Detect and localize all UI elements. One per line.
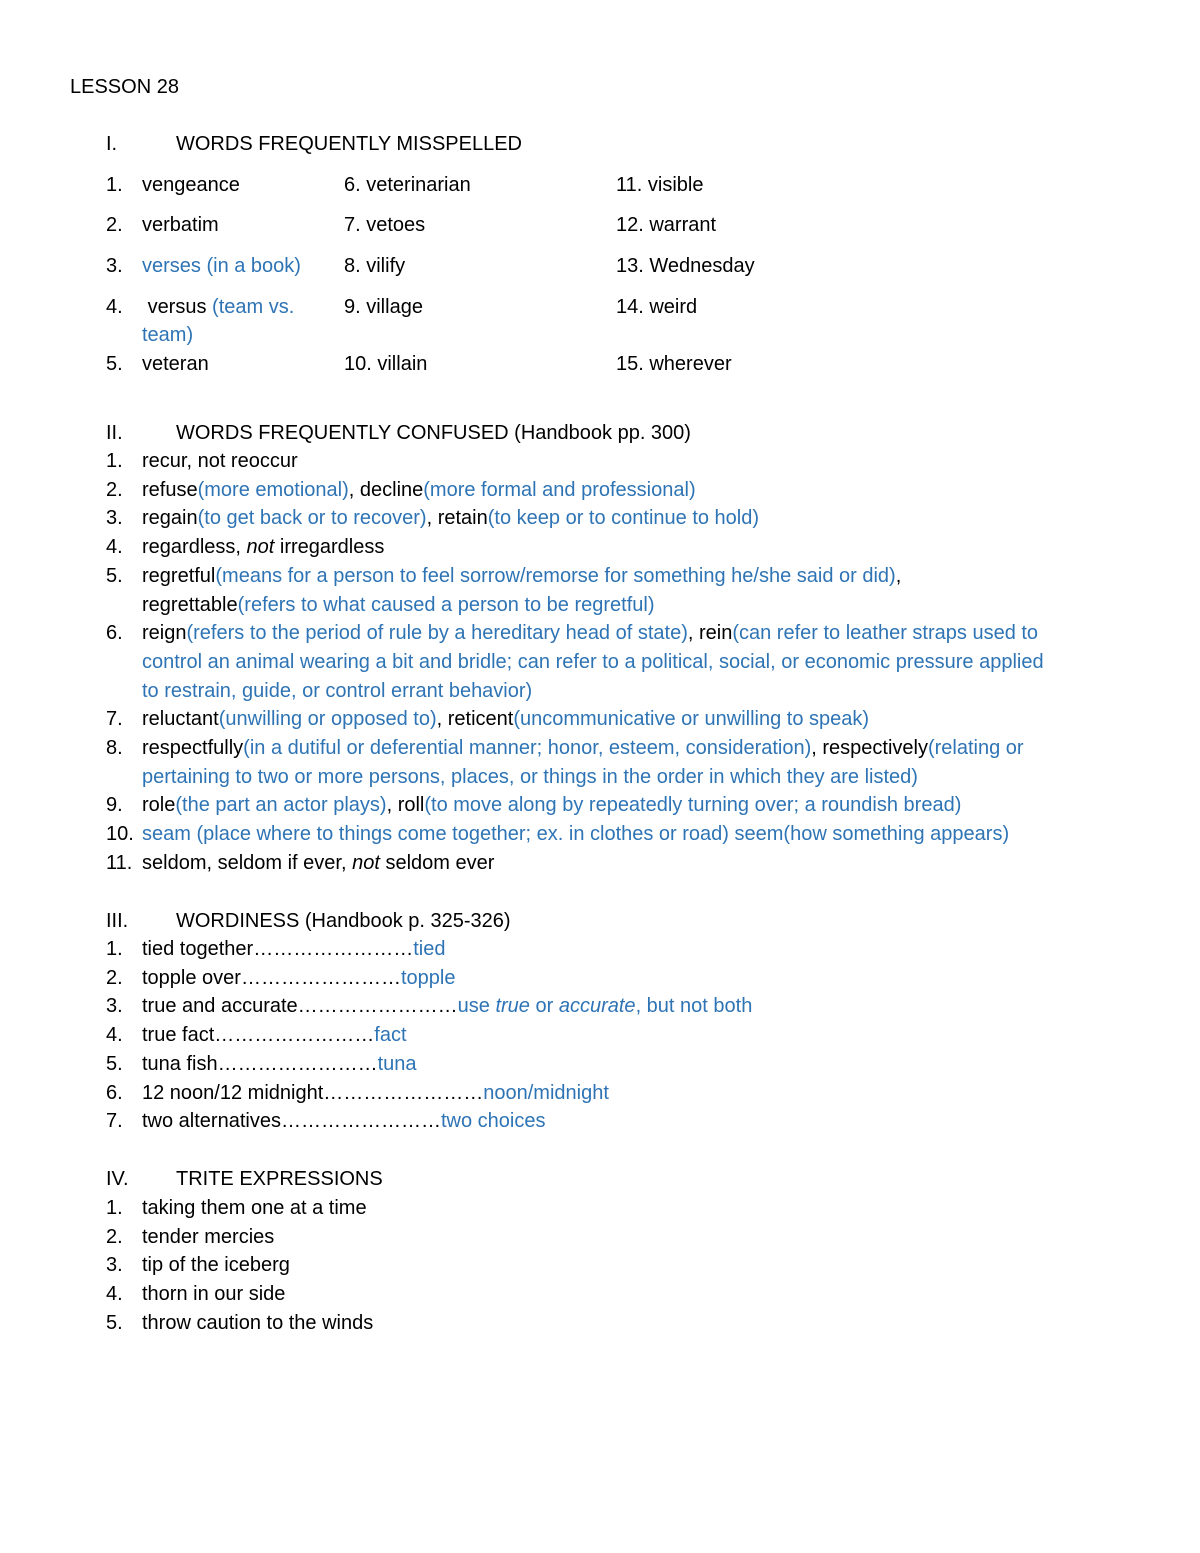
term-text: refuse <box>142 478 198 501</box>
definition-text: control an animal wearing a bit and bridle; can refer to a political, social, or economic pressure applied <box>142 650 1044 673</box>
term-text: seldom ever <box>379 851 495 874</box>
section-heading-trite <box>106 1166 383 1192</box>
item-word: versus <box>142 296 213 318</box>
item-number: 1. <box>106 938 123 960</box>
list-item <box>106 935 1146 964</box>
list-item <box>106 1021 1146 1050</box>
term-text: regain <box>142 507 198 530</box>
definition-text: (to move along by repeatedly turning over; a roundish bread) <box>424 794 962 817</box>
item-number: 6. <box>106 622 123 645</box>
section-numeral: II. <box>106 422 123 444</box>
definition-text: fact <box>374 1024 407 1047</box>
item-text <box>142 533 1146 562</box>
term-text: topple over…………………… <box>142 966 401 989</box>
misspelled-item: 12. warrant <box>616 214 717 236</box>
item-text <box>142 1050 1146 1079</box>
term-text: not <box>352 851 380 874</box>
misspelled-item: 11. visible <box>616 174 704 196</box>
item-number: 5. <box>106 1311 123 1334</box>
item-word: vengeance <box>142 174 240 196</box>
misspelled-item: 15. wherever <box>616 353 732 375</box>
item-number: 2. <box>106 1225 123 1248</box>
misspelled-item: 6. veterinarian <box>344 174 471 196</box>
item-number: 7. <box>106 1110 123 1133</box>
list-item <box>106 734 1146 791</box>
item-number: 3. <box>106 1254 123 1277</box>
definition-text: (can refer to leather straps used to <box>732 622 1039 645</box>
item-number: 6. <box>106 1081 123 1104</box>
item-text <box>142 1107 1146 1136</box>
term-text: , <box>895 564 902 587</box>
item-number: 8. <box>106 737 123 760</box>
definition-text: tuna <box>377 1052 417 1075</box>
item-text <box>142 849 1146 878</box>
term-text: , roll <box>386 794 425 817</box>
section-numeral: I. <box>106 133 118 155</box>
term-text: reign <box>142 622 187 645</box>
definition-text: pertaining to two or more persons, places, or things in the order in which they are listed) <box>142 765 918 788</box>
term-text: regardless, <box>142 536 247 559</box>
list-item <box>106 476 1146 505</box>
term-text: seldom, seldom if ever, <box>142 851 353 874</box>
definition-text: (more emotional) <box>197 478 349 501</box>
item-number: 2. <box>106 214 123 236</box>
item-text <box>142 619 1146 705</box>
misspelled-item <box>106 252 301 280</box>
term-text: , rein <box>687 622 733 645</box>
term-text: recur, not reoccur <box>142 450 298 472</box>
item-number: 4. <box>106 536 123 559</box>
section-title: WORDS FREQUENTLY CONFUSED (Handbook pp. 300) <box>176 422 691 444</box>
item-number: 9. <box>106 794 123 817</box>
term-text: , reticent <box>436 708 514 731</box>
term-text: role <box>142 794 176 817</box>
definition-text: use <box>457 995 496 1018</box>
item-text: thorn in our side <box>142 1283 286 1306</box>
item-number: 1. <box>106 1197 123 1219</box>
term-text: two alternatives…………………… <box>142 1110 441 1133</box>
item-number: 3. <box>106 507 123 530</box>
section-heading-confused <box>106 420 691 446</box>
term-text: not <box>246 536 275 559</box>
section-numeral: III. <box>106 910 129 932</box>
item-number: 7. <box>106 708 123 731</box>
misspelled-item: 10. villain <box>344 353 428 375</box>
term-text: 12 noon/12 midnight…………………… <box>142 1081 484 1104</box>
definition-text: (to keep or to continue to hold) <box>487 507 760 530</box>
term-text: , decline <box>348 478 424 501</box>
item-text <box>142 935 1146 964</box>
term-text: , retain <box>426 507 488 530</box>
misspelled-item <box>106 211 219 239</box>
item-text <box>142 992 1146 1021</box>
misspelled-item <box>106 350 209 378</box>
item-text <box>142 476 1146 505</box>
section-heading-misspelled <box>106 131 522 157</box>
item-number: 3. <box>106 255 123 277</box>
item-text <box>142 820 1146 849</box>
list-item <box>106 1107 1146 1136</box>
list-item <box>106 562 1146 619</box>
item-text <box>142 1021 1146 1050</box>
misspelled-item: 8. vilify <box>344 255 406 277</box>
item-number: 1. <box>106 174 123 196</box>
item-number: 5. <box>106 1052 123 1075</box>
misspelled-item: 7. vetoes <box>344 214 426 236</box>
definition-text: (unwilling or opposed to) <box>218 708 437 731</box>
section-title: TRITE EXPRESSIONS <box>176 1168 383 1190</box>
list-item <box>106 964 1146 993</box>
item-number: 5. <box>106 353 123 375</box>
item-number: 11. <box>106 851 133 874</box>
section-heading-wordiness <box>106 908 511 934</box>
item-text <box>142 504 1146 533</box>
list-item <box>106 820 1146 849</box>
item-number: 4. <box>106 1024 123 1047</box>
misspelled-item: 13. Wednesday <box>616 255 755 277</box>
list-item <box>106 533 1146 562</box>
item-text <box>142 1079 1146 1108</box>
misspelled-item <box>106 293 332 349</box>
lesson-title: LESSON 28 <box>70 76 179 98</box>
list-item <box>106 849 1146 878</box>
list-item <box>106 1280 1146 1309</box>
misspelled-item: 9. village <box>344 296 423 318</box>
item-note: (team vs. team) <box>142 296 300 346</box>
term-text: true fact…………………… <box>142 1024 375 1047</box>
list-item <box>106 705 1146 734</box>
definition-text: (relating or <box>927 737 1024 760</box>
term-text: , respectively <box>811 737 928 760</box>
term-text: respectfully <box>142 737 244 760</box>
definition-text: (more formal and professional) <box>423 478 696 501</box>
item-word: verbatim <box>142 214 219 236</box>
list-item <box>106 992 1146 1021</box>
item-number: 10. <box>106 823 134 846</box>
item-number: 5. <box>106 564 123 587</box>
definition-text: noon/midnight <box>483 1081 609 1104</box>
misspelled-item <box>106 171 240 199</box>
term-text: regretful <box>142 564 216 587</box>
definition-text: two choices <box>440 1110 546 1133</box>
list-item <box>106 504 1146 533</box>
item-word: veteran <box>142 353 209 375</box>
item-text <box>142 791 1146 820</box>
confused-list <box>106 447 1146 878</box>
item-text <box>142 964 1146 993</box>
term-text: regrettable <box>142 593 238 616</box>
list-item <box>106 791 1146 820</box>
item-number: 2. <box>106 478 123 501</box>
term-text: tied together…………………… <box>142 938 414 960</box>
definition-text: (means for a person to feel sorrow/remorse for something he/she said or did) <box>215 564 896 587</box>
list-item <box>106 1050 1146 1079</box>
term-text: tuna fish…………………… <box>142 1052 378 1075</box>
list-item <box>106 1079 1146 1108</box>
list-item <box>106 1251 1146 1280</box>
definition-text: topple <box>400 966 456 989</box>
term-text: true and accurate…………………… <box>142 995 458 1018</box>
item-text <box>142 562 1146 619</box>
definition-text: seam (place where to things come together; ex. in clothes or road) seem(how something appears) <box>142 823 1010 846</box>
definition-text: tied <box>413 938 446 960</box>
item-text <box>142 705 1146 734</box>
item-text <box>142 447 1146 476</box>
list-item <box>106 447 1146 476</box>
list-item <box>106 1223 1146 1252</box>
definition-text: (in a dutiful or deferential manner; honor, esteem, consideration) <box>243 737 812 760</box>
definition-text: accurate <box>558 995 636 1018</box>
item-text <box>142 734 1146 791</box>
term-text: irregardless <box>274 536 385 559</box>
trite-list <box>106 1194 1146 1338</box>
definition-text: (refers to what caused a person to be regretful) <box>237 593 655 616</box>
item-number: 3. <box>106 995 123 1018</box>
item-text: tip of the iceberg <box>142 1254 290 1277</box>
term-text: reluctant <box>142 708 219 731</box>
item-text: throw caution to the winds <box>142 1311 374 1334</box>
item-number: 4. <box>106 1283 123 1306</box>
definition-text: (refers to the period of rule by a hereditary head of state) <box>186 622 688 645</box>
definition-text: true <box>495 995 530 1018</box>
definition-text: (to get back or to recover) <box>197 507 427 530</box>
definition-text: (the part an actor plays) <box>175 794 387 817</box>
item-word: verses (in a book) <box>142 255 301 277</box>
item-number: 4. <box>106 296 123 318</box>
definition-text: , but not both <box>635 995 753 1018</box>
section-title: WORDS FREQUENTLY MISSPELLED <box>176 133 522 155</box>
definition-text: or <box>529 995 559 1018</box>
list-item <box>106 619 1146 705</box>
misspelled-item: 14. weird <box>616 296 698 318</box>
definition-text: (uncommunicative or unwilling to speak) <box>513 708 870 731</box>
list-item <box>106 1309 1146 1338</box>
item-text: tender mercies <box>142 1225 275 1248</box>
list-item <box>106 1194 1146 1223</box>
section-numeral: IV. <box>106 1168 129 1190</box>
item-number: 1. <box>106 450 123 472</box>
item-text: taking them one at a time <box>142 1197 367 1219</box>
item-number: 2. <box>106 966 123 989</box>
definition-text: to restrain, guide, or control errant behavior) <box>142 679 533 702</box>
section-title: WORDINESS (Handbook p. 325-326) <box>176 910 511 932</box>
wordiness-list <box>106 935 1146 1136</box>
